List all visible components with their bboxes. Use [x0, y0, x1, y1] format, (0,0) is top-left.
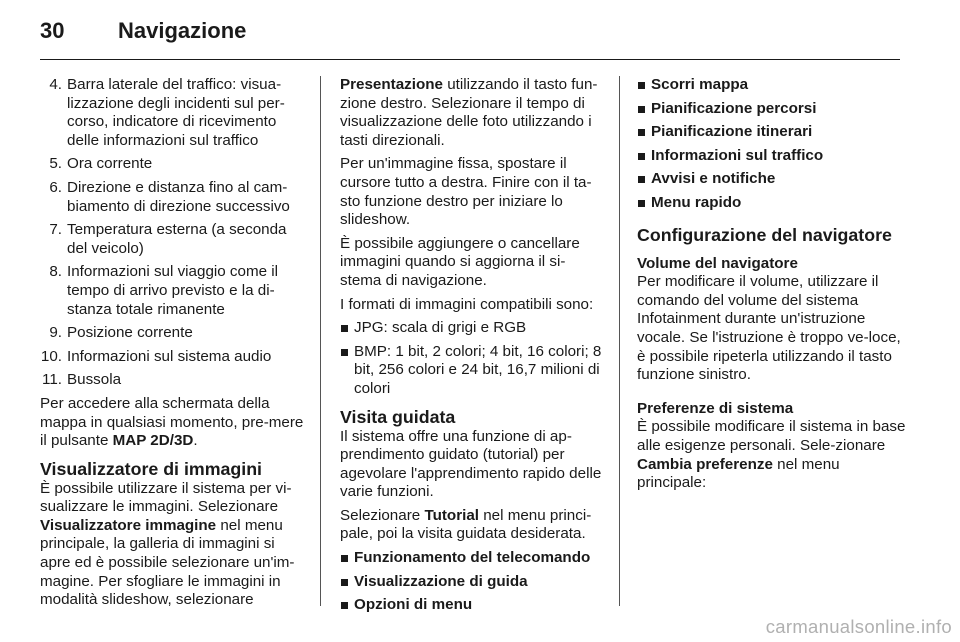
list-item: 5. Ora corrente — [49, 155, 153, 173]
list-item: Scorri mappa — [637, 76, 907, 95]
page-header — [40, 18, 246, 44]
header-rule — [40, 59, 900, 60]
paragraph: I formati di immagini compatibili sono: — [340, 295, 594, 313]
page-title: Navigazione — [118, 18, 247, 43]
paragraph: Per modificare il volume, utilizzare il comando del volume del sistema Infotainment durante un'istruzione vocale. Se l'istruzione è troppo ve-loce, è possibile ripeterla utilizzando il tasto funzione sinistro. — [637, 273, 901, 384]
list-item: Funzionamento del telecomando — [340, 549, 604, 568]
legend-list — [40, 76, 304, 390]
list-item: JPG: scala di grigi e RGB — [340, 319, 604, 338]
paragraph: È possibile aggiungere o cancellare immagini quando si aggiorna il si-stema di navigazione. — [340, 234, 580, 289]
list-item: Avvisi e notifiche — [637, 170, 907, 189]
list-item: Pianificazione percorsi — [637, 100, 907, 119]
column-middle — [340, 76, 604, 620]
list-item: 6. Direzione e distanza fino al cam-biamento di direzione successivo — [49, 178, 290, 215]
column-separator — [619, 76, 620, 606]
list-item: Visualizzazione di guida — [340, 573, 604, 592]
list-item: Informazioni sul traffico — [637, 147, 907, 166]
subsection-heading: Preferenze di sistema — [637, 399, 794, 417]
column-left — [40, 76, 304, 615]
list-item: Opzioni di menu — [340, 596, 604, 615]
list-item: 11. Bussola — [42, 371, 122, 389]
tour-list — [340, 549, 604, 615]
section-heading: Configurazione del navigatore — [637, 224, 892, 245]
list-item: 10. Informazioni sul sistema audio — [40, 347, 272, 365]
column-right — [637, 76, 907, 498]
subsection-heading: Volume del navigatore — [637, 254, 798, 272]
section-heading: Visita guidata — [340, 406, 456, 427]
list-item: 4. Barra laterale del traffico: visua-lizzazione degli incidenti sul per-corso, indicatore di ricevimento delle informazioni sul traffico — [49, 76, 285, 149]
list-item: 8. Informazioni sul viaggio come il tempo di arrivo previsto e la di-stanza totale rimanente — [49, 263, 279, 318]
paragraph: Presentazione utilizzando il tasto fun-zione destro. Selezionare il tempo di visualizzazione delle foto utilizzando i tasti direzionali. — [340, 76, 598, 149]
list-item: 7. Temperatura esterna (a seconda del veicolo) — [49, 221, 287, 257]
watermark-text: carmanualsonline.info — [765, 616, 952, 637]
list-item: 9. Posizione corrente — [49, 324, 193, 342]
column-separator — [320, 76, 321, 606]
list-item: Menu rapido — [637, 194, 907, 213]
paragraph: È possibile utilizzare il sistema per vi-sualizzare le immagini. Selezionare Visualizzatore immagine nel menu principale, la galleria di immagini si apre ed è possibile selezionare un'im-magine. Per sfogliare le immagini in modalità slideshow, selezionare — [40, 479, 295, 609]
page-number: 30 — [40, 18, 65, 43]
list-item: BMP: 1 bit, 2 colori; 4 bit, 16 colori; 8 bit, 256 colori e 24 bit, 16,7 milioni di colori — [340, 343, 604, 399]
paragraph: Selezionare Tutorial nel menu princi-pale, poi la visita guidata desiderata. — [340, 506, 592, 543]
section-heading: Visualizzatore di immagini — [40, 458, 262, 479]
paragraph: È possibile modificare il sistema in base alle esigenze personali. Sele-zionare Cambia preferenze nel menu principale: — [637, 418, 906, 492]
tour-list — [637, 76, 907, 213]
list-item: Pianificazione itinerari — [637, 123, 907, 142]
paragraph: Per un'immagine fissa, spostare il cursore tutto a destra. Finire con il ta-sto funzione destro per iniziare lo slideshow. — [340, 155, 592, 229]
paragraph: Per accedere alla schermata della mappa in qualsiasi momento, pre-mere il pulsante MAP 2D/3D. — [40, 394, 304, 450]
formats-list — [340, 319, 604, 398]
paragraph: Il sistema offre una funzione di ap-prendimento guidato (tutorial) per agevolare l'apprendimento rapido delle varie funzioni. — [340, 427, 602, 501]
